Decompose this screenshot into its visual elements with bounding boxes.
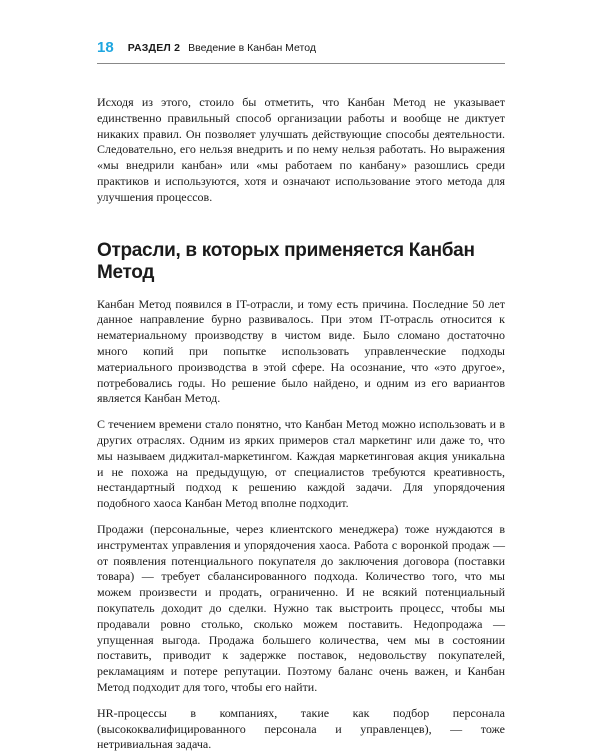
body-paragraph-2: С течением времени стало понятно, что Канбан Метод можно использовать и в других отраслях. Одним из ярких примеров стал маркетинг или даже то, что мы называем диджитал-маркетингом. Каждая маркетинговая акция уникальна и не похожа на предыдущую, от специалистов требуются креативность, нестандартный подход к решению каждой задачи. Для упорядочения подобного хаоса Канбан Метод вполне подходит.: [97, 417, 505, 511]
body-paragraph-3: Продажи (персональные, через клиентского менеджера) тоже нуждаются в инструментах управления и упорядочения хаоса. Работа с воронкой продаж — от появления потенциального покупателя до заключения договора (поставки товара) — требует сбалансированного подхода. Количество того, что мы можем произвести и продать, ограниченно. И не всякий потенциальный покупатель доходит до сделки. Нужно так выстроить процесс, чтобы мы продавали ровно столько, сколько можем поставить. Недопродажа — упущенная выгода. Продажа большего количества, чем мы в состоянии поставить, приводит к задержке поставок, недовольству покупателей, рекламациям и потере репутации. Поэтому баланс очень важен, и Канбан Метод подходит для того, чтобы его найти.: [97, 521, 505, 694]
running-header: [97, 40, 505, 64]
body-paragraph-1: Канбан Метод появился в IT-отрасли, и тому есть причина. Последние 50 лет данное направление бурно развивалось. При этом IT-отрасль относится к нематериальному производству в чистом виде. Было сломано достаточно много копий при попытке использовать управленческие подходы материального производства в этой сфере. На осознание, что «это другое», потребовались годы. Но решение было найдено, и одним из его вариантов является Канбан Метод.: [97, 296, 505, 406]
intro-paragraph: Исходя из этого, стоило бы отметить, что Канбан Метод не указывает единственно правильный способ организации работы и вообще не диктует никаких правил. Он позволяет улучшать действующие способы деятельности. Следовательно, его нельзя внедрить и по нему нельзя работать. Но выражения «мы внедрили канбан» или «мы работаем по канбану» разошлись среди практиков и используются, хотя и означают использование этого метода для улучшения процессов.: [97, 95, 505, 204]
section-label: РАЗДЕЛ 2: [127, 42, 181, 54]
section-title: Введение в Канбан Метод: [188, 42, 316, 54]
section-heading: Отрасли, в которых применяется Канбан Метод: [97, 239, 475, 283]
page-body: [97, 95, 505, 753]
page-number: 18: [97, 39, 114, 56]
body-paragraph-4: HR-процессы в компаниях, такие как подбор персонала (высококвалифицированного персонала и управленцев), — тоже нетривиальная задача.: [97, 705, 505, 752]
